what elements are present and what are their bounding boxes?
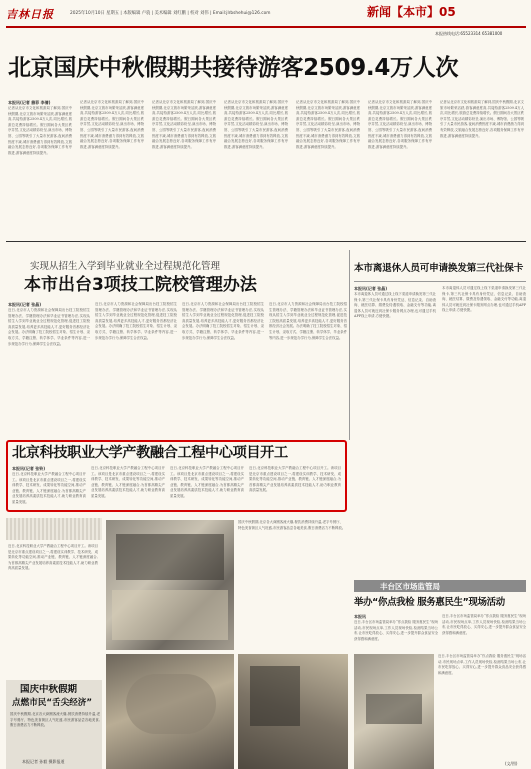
article-left-col-4: 近日,北京市人力资源和社会保障局出台技工院校招生管理办法、学籍管理办法和毕业证书管理办法,实现从招生入学到毕业就业全过程规范化管理,促进技工院校高质量发展,培养更多高技能人才,更好服务首都经济社会发展。办法明确了技工院校招生对象、招生计划、录取方式、学籍注册、转学休学、毕业条件等内容,进一步规范办学行为,保障学生合法权益。 xyxy=(269,302,347,340)
section-divider xyxy=(6,241,526,242)
lead-byline: 本报讯(记者 雒菲 李倩) xyxy=(8,100,51,105)
feature-headline: 北京科技职业大学产教融合工程中心项目开工 xyxy=(12,445,288,461)
service-col-1: 近日,丰台区市场监管局举办“你点我检 服务惠民生”现场活动,市民现场点单,工作人员现场快检,检测结果当场公布,让市民吃得放心、买得安心,进一步提升群众食品安全获得感和满意度。 xyxy=(354,620,438,641)
service-headline: 举办“你点我检 服务惠民生”现场活动 xyxy=(354,597,505,608)
service-note: (文/图) xyxy=(505,761,518,766)
lead-body-col-5: 记者从北京市文化和旅游局了解到,国庆中秋假期,北京文旅市场繁荣活跃,游客满意度高,共接待游客2509.4万人次,同比增长,旅游总花费持续增长。假日期间各大景区秩序井然,文化活动精彩纷呈,演出市场、博物馆、公园等吸引了大量市民游客,夜间消费热度不减,城市消费潜力得到有效释放,文旅融合发展态势良好,各项服务保障工作有序推进,游客满意度持续提升。 xyxy=(296,100,360,149)
article-right-col-1: 本市离退休人员可通过线上线下渠道申请换发第三代社保卡,第三代社保卡具有身份凭证、信息记录、自助查询、就医结算、缴费及待遇领取、金融支付等功能,离退休人员可就近到社保卡服务网点办理,也可通过手机APP线上申请,方便快捷。 xyxy=(354,292,436,319)
hotline: 本报热线电话:65523314 65381000 xyxy=(435,31,503,36)
sidebar-top-text: 近日,北京科技职业大学产教融合工程中心项目开工。该项目是北京市重点建设项目之一,将建设实训教学、技术研发、成果转化等功能空间,推动产业链、教育链、人才链深度融合,为首都高精尖产业发展培养高素质技术技能人才,助力职业教育高质量发展。 xyxy=(8,544,98,571)
photo-inspection xyxy=(354,654,434,769)
photo-restaurant xyxy=(106,520,234,650)
feature-byline: 本报讯(记者 张铃) xyxy=(12,466,46,471)
masthead xyxy=(0,0,531,36)
service-col-2: 近日,丰台区市场监管局举办“你点我检 服务惠民生”现场活动,市民现场点单,工作人员现场快检,检测结果当场公布,让市民吃得放心、买得安心,进一步提升群众食品安全获得感和满意度。 xyxy=(442,614,526,635)
lead-body-col-7: 记者从北京市文化和旅游局了解到,国庆中秋假期,北京文旅市场繁荣活跃,游客满意度高,共接待游客2509.4万人次,同比增长,旅游总花费持续增长。假日期间各大景区秩序井然,文化活动精彩纷呈,演出市场、博物馆、公园等吸引了大量市民游客,夜间消费热度不减,城市消费潜力得到有效释放,文旅融合发展态势良好,各项服务保障工作有序推进,游客满意度持续提升。 xyxy=(440,100,524,138)
photo-gap-text: 国庆中秋假期,北京各大商圈客流火爆,餐饮消费持续升温,老字号餐厅、特色美食街区人气旺盛,市民游客品尝各地美食,假日消费活力不断释放。 xyxy=(238,520,346,530)
service-label: 丰台区市场监管局 xyxy=(380,582,440,591)
vertical-divider xyxy=(349,250,350,440)
sidebar-subhead: 点燃市民“舌尖经济” xyxy=(12,698,93,708)
sidebar-credit: 本报记者 孙毅 摄影报道 xyxy=(22,759,65,764)
section-title: 新闻【本市】05 xyxy=(367,5,456,19)
article-left-byline: 本报讯(记者 张晶) xyxy=(8,302,42,307)
service-col-3: 近日,丰台区市场监管局举办“你点我检 服务惠民生”现场活动,市民现场点单,工作人员现场快检,检测结果当场公布,让市民吃得放心、买得安心,进一步提升群众食品安全获得感和满意度。 xyxy=(438,654,526,675)
feature-col-1: 近日,北京科技职业大学产教融合工程中心项目开工。该项目是北京市重点建设项目之一,将建设实训教学、技术研发、成果转化等功能空间,推动产业链、教育链、人才链深度融合,为首都高精尖产业发展培养高素质技术技能人才,助力职业教育高质量发展。 xyxy=(12,472,86,504)
feature-col-2: 近日,北京科技职业大学产教融合工程中心项目开工。该项目是北京市重点建设项目之一,将建设实训教学、技术研发、成果转化等功能空间,推动产业链、教育链、人才链深度融合,为首都高精尖产业发展培养高素质技术技能人才,助力职业教育高质量发展。 xyxy=(91,466,165,498)
masthead-logo: 吉林日报 xyxy=(6,8,54,21)
lead-body-col-3: 记者从北京市文化和旅游局了解到,国庆中秋假期,北京文旅市场繁荣活跃,游客满意度高,共接待游客2509.4万人次,同比增长,旅游总花费持续增长。假日期间各大景区秩序井然,文化活动精彩纷呈,演出市场、博物馆、公园等吸引了大量市民游客,夜间消费热度不减,城市消费潜力得到有效释放,文旅融合发展态势良好,各项服务保障工作有序推进,游客满意度持续提升。 xyxy=(152,100,216,149)
sidebar-body: 国庆中秋假期,北京各大商圈客流火爆,餐饮消费持续升温,老字号餐厅、特色美食街区人气旺盛,市民游客品尝各地美食,假日消费活力不断释放。 xyxy=(10,712,100,728)
sidebar-top-pattern xyxy=(6,518,102,540)
feature-col-3: 近日,北京科技职业大学产教融合工程中心项目开工。该项目是北京市重点建设项目之一,将建设实训教学、技术研发、成果转化等功能空间,推动产业链、教育链、人才链深度融合,为首都高精尖产业发展培养高素质技术技能人才,助力职业教育高质量发展。 xyxy=(170,466,244,498)
article-left-headline: 本市出台3项技工院校管理办法 xyxy=(24,275,257,295)
lead-body-col-1: 记者从北京市文化和旅游局了解到,国庆中秋假期,北京文旅市场繁荣活跃,游客满意度高,共接待游客2509.4万人次,同比增长,旅游总花费持续增长。假日期间各大景区秩序井然,文化活动精彩纷呈,演出市场、博物馆、公园等吸引了大量市民游客,夜间消费热度不减,城市消费潜力得到有效释放,文旅融合发展态势良好,各项服务保障工作有序推进,游客满意度持续提升。 xyxy=(8,106,72,155)
service-byline: 本报讯 xyxy=(354,614,366,619)
lead-body-col-4: 记者从北京市文化和旅游局了解到,国庆中秋假期,北京文旅市场繁荣活跃,游客满意度高,共接待游客2509.4万人次,同比增长,旅游总花费持续增长。假日期间各大景区秩序井然,文化活动精彩纷呈,演出市场、博物馆、公园等吸引了大量市民游客,夜间消费热度不减,城市消费潜力得到有效释放,文旅融合发展态势良好,各项服务保障工作有序推进,游客满意度持续提升。 xyxy=(224,100,288,149)
article-left-col-1: 近日,北京市人力资源和社会保障局出台技工院校招生管理办法、学籍管理办法和毕业证书管理办法,实现从招生入学到毕业就业全过程规范化管理,促进技工院校高质量发展,培养更多高技能人才,更好服务首都经济社会发展。办法明确了技工院校招生对象、招生计划、录取方式、学籍注册、转学休学、毕业条件等内容,进一步规范办学行为,保障学生合法权益。 xyxy=(8,308,90,346)
photo-crowd xyxy=(106,654,234,769)
article-right-col-2: 本市离退休人员可通过线上线下渠道申请换发第三代社保卡,第三代社保卡具有身份凭证、信息记录、自助查询、就医结算、缴费及待遇领取、金融支付等功能,离退休人员可就近到社保卡服务网点办理,也可通过手机APP线上申请,方便快捷。 xyxy=(442,286,526,313)
lead-headline: 北京国庆中秋假期共接待游客2509.4万人次 xyxy=(8,55,459,81)
article-right-rule xyxy=(354,281,526,282)
masthead-meta: 2025年10月10日 星期五 | 本版编辑 卢骁 | 美术编辑 刘红鹏 | 校对 刘伟 | Email:jlrbshehui@126.com xyxy=(70,11,271,16)
sidebar-headline: 国庆中秋假期 xyxy=(20,684,78,695)
feature-col-4: 近日,北京科技职业大学产教融合工程中心项目开工。该项目是北京市重点建设项目之一,将建设实训教学、技术研发、成果转化等功能空间,推动产业链、教育链、人才链深度融合,为首都高精尖产业发展培养高素质技术技能人才,助力职业教育高质量发展。 xyxy=(249,466,341,493)
photo-street xyxy=(238,654,348,769)
article-left-col-2: 近日,北京市人力资源和社会保障局出台技工院校招生管理办法、学籍管理办法和毕业证书管理办法,实现从招生入学到毕业就业全过程规范化管理,促进技工院校高质量发展,培养更多高技能人才,更好服务首都经济社会发展。办法明确了技工院校招生对象、招生计划、录取方式、学籍注册、转学休学、毕业条件等内容,进一步规范办学行为,保障学生合法权益。 xyxy=(95,302,177,340)
article-right-byline: 本报讯(记者 张晶) xyxy=(354,286,388,291)
lead-body-col-6: 记者从北京市文化和旅游局了解到,国庆中秋假期,北京文旅市场繁荣活跃,游客满意度高,共接待游客2509.4万人次,同比增长,旅游总花费持续增长。假日期间各大景区秩序井然,文化活动精彩纷呈,演出市场、博物馆、公园等吸引了大量市民游客,夜间消费热度不减,城市消费潜力得到有效释放,文旅融合发展态势良好,各项服务保障工作有序推进,游客满意度持续提升。 xyxy=(368,100,432,149)
lead-body-col-2: 记者从北京市文化和旅游局了解到,国庆中秋假期,北京文旅市场繁荣活跃,游客满意度高,共接待游客2509.4万人次,同比增长,旅游总花费持续增长。假日期间各大景区秩序井然,文化活动精彩纷呈,演出市场、博物馆、公园等吸引了大量市民游客,夜间消费热度不减,城市消费潜力得到有效释放,文旅融合发展态势良好,各项服务保障工作有序推进,游客满意度持续提升。 xyxy=(80,100,144,149)
article-left-col-3: 近日,北京市人力资源和社会保障局出台技工院校招生管理办法、学籍管理办法和毕业证书管理办法,实现从招生入学到毕业就业全过程规范化管理,促进技工院校高质量发展,培养更多高技能人才,更好服务首都经济社会发展。办法明确了技工院校招生对象、招生计划、录取方式、学籍注册、转学休学、毕业条件等内容,进一步规范办学行为,保障学生合法权益。 xyxy=(182,302,264,340)
article-left-kicker: 实现从招生入学到毕业就业全过程规范化管理 xyxy=(30,261,221,272)
article-right-headline: 本市离退休人员可申请换发第三代社保卡 xyxy=(354,263,524,274)
masthead-rule xyxy=(6,26,526,28)
